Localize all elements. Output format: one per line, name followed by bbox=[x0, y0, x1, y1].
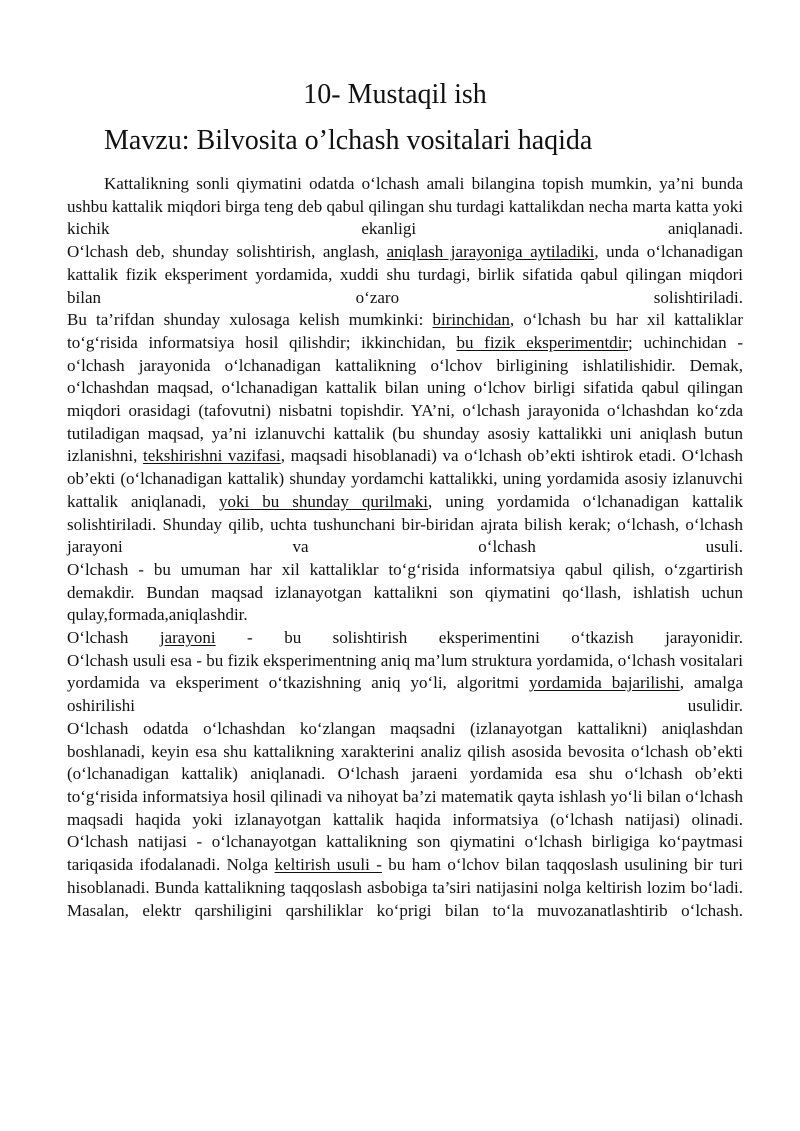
paragraph-text: ; uchinchidan - o‘lchash jarayonida o‘lchanadigan kattalikning o‘lchov birligining ishlatilishidir. Demak, o‘lchashdan maqsad, o‘lchanadigan kattalik bilan uning o‘lchov birligi sifatida qabul qilingan miqdori orasidagi (tafovutni) nisbatni topishdir. YA’ni, o‘lchash jarayonida o‘lchashdan ko‘zda tutiladigan maqsad, ya’ni izlanuvchi kattalik (bu shunday asosiy kattalikki uni aniqlash butun izlanishni, bbox=[67, 332, 744, 466]
underlined-link[interactable]: yoki bu shunday qurilmaki bbox=[219, 491, 429, 511]
paragraph-text: O‘lchash odatda o‘lchashdan ko‘zlangan maqsadni (izlanayotgan kattalikni) aniqlashdan boshlanadi, keyin esa shu kattalikning xarakterini analiz qilish asosida bevosita o‘lchash ob’ekti (o‘lchanadigan kattalik) aniqlanadi. O‘lchash jaraeni yordamida esa shu o‘lchash ob’ekti to‘g‘risida informatsiya hosil qilinadi va nihoyat ba’zi matematik qayta ishlash yo‘li bilan o‘lchash maqsadi haqida yoki izlanayotgan kattalik haqida informatsiya (o‘lchash natijasi) olinadi. bbox=[67, 718, 743, 829]
paragraph-4 bbox=[67, 559, 743, 627]
paragraph-text: - bu solishtirish eksperimentini o‘tkazish jarayonidir. bbox=[215, 628, 743, 648]
paragraph-text: O‘lchash natijasi - o‘lchanayotgan kattalikning son qiymatini o‘lchash birligiga ko‘paytmasi tariqasida ifodalanadi. Nolga bbox=[67, 832, 743, 875]
page-title: 10- Mustaqil ish bbox=[303, 79, 487, 110]
paragraph-text: , uning yordamida o‘lchanadigan kattalik solishtiriladi. Shunday qilib, uchta tushunchani bir-biridan ajrata bilish kerak; o‘lchash, o‘lchash jarayoni va o‘lchash usuli. bbox=[67, 491, 743, 557]
underlined-link[interactable]: tekshirishni vazifasi bbox=[142, 446, 281, 466]
underlined-link[interactable]: jarayoni bbox=[159, 628, 216, 648]
paragraph-text: , maqsadi hisoblanadi) va o‘lchash ob’ekti ishtirok etadi. O‘lchash ob’ekti (o‘lchanadigan kattalik) shunday yordamchi kattalikki, uning yordamida asosiy izlanuvchi kattalik aniqlanadi, bbox=[67, 446, 743, 511]
paragraph-text: , o‘lchash bu har xil kattaliklar to‘g‘risida informatsiya hosil qilishdir; ikkinchidan, bbox=[67, 310, 743, 352]
underlined-link[interactable]: bu fizik eksperimentdir bbox=[456, 332, 629, 352]
paragraph-2 bbox=[67, 241, 743, 309]
paragraph-text: O‘lchash - bu umuman har xil kattaliklar to‘g‘risida informatsiya qabul qilish, o‘zgartirish demakdir. Bundan maqsad izlanayotgan kattalikni son qiymatini qo‘llash, ishlatish uchun qulay,formada,aniqlashdir. bbox=[67, 559, 743, 625]
paragraph-text: Bu ta’rifdan shunday xulosaga kelish mumkinki: bbox=[67, 310, 433, 330]
underlined-link[interactable]: birinchidan bbox=[432, 310, 510, 330]
underlined-link[interactable]: yordamida bajarilishi bbox=[529, 673, 680, 693]
paragraph-5 bbox=[67, 627, 743, 650]
page-subtitle: Mavzu: Bilvosita o’lchash vositalari haqida bbox=[104, 125, 593, 156]
paragraph-1 bbox=[67, 173, 743, 241]
paragraph-text: O‘lchash usuli esa - bu fizik eksperimentning aniq ma’lum struktura yordamida, o‘lchash vositalari yordamida va eksperiment o‘tkazishning aniq yo‘li, algoritmi bbox=[67, 650, 743, 693]
paragraph-text: bu ham o‘lchov bilan taqqoslash usulining bir turi hisoblanadi. Bunda kattalikning taqqoslash asbobiga ta’siri natijasini nolga keltirish lozim bo‘ladi. Masalan, elektr qarshiligini qarshiliklar ko‘prigi bilan to‘la muvozanatlashtirib o‘lchash. bbox=[67, 855, 743, 920]
underlined-link[interactable]: keltirish usuli - bbox=[274, 855, 382, 875]
document-body bbox=[67, 173, 743, 922]
paragraph-text: O‘lchash deb, shunday solishtirish, anglash, bbox=[67, 242, 387, 262]
paragraph-text: , amalga oshirilishi usulidir. bbox=[67, 673, 743, 716]
paragraph-3 bbox=[67, 309, 743, 559]
paragraph-8 bbox=[67, 831, 743, 922]
paragraph-6 bbox=[67, 650, 743, 718]
underlined-link[interactable]: aniqlash jarayoniga aytiladiki bbox=[386, 242, 595, 262]
paragraph-text: Kattalikning sonli qiymatini odatda o‘lchash amali bilangina topish mumkin, ya’ni bunda ushbu kattalik miqdori birga teng deb qabul qilingan shu turdagi kattalikdan necha marta katta yoki kichik ekanligi aniqlanadi. bbox=[67, 174, 743, 239]
paragraph-7 bbox=[67, 718, 743, 832]
paragraph-text: O‘lchash bbox=[67, 628, 160, 648]
paragraph-text: , unda o‘lchanadigan kattalik fizik eksperiment yordamida, xuddi shu turdagi, birlik sifatida qabul qilingan miqdori bilan o‘zaro solishtiriladi. bbox=[67, 242, 743, 307]
